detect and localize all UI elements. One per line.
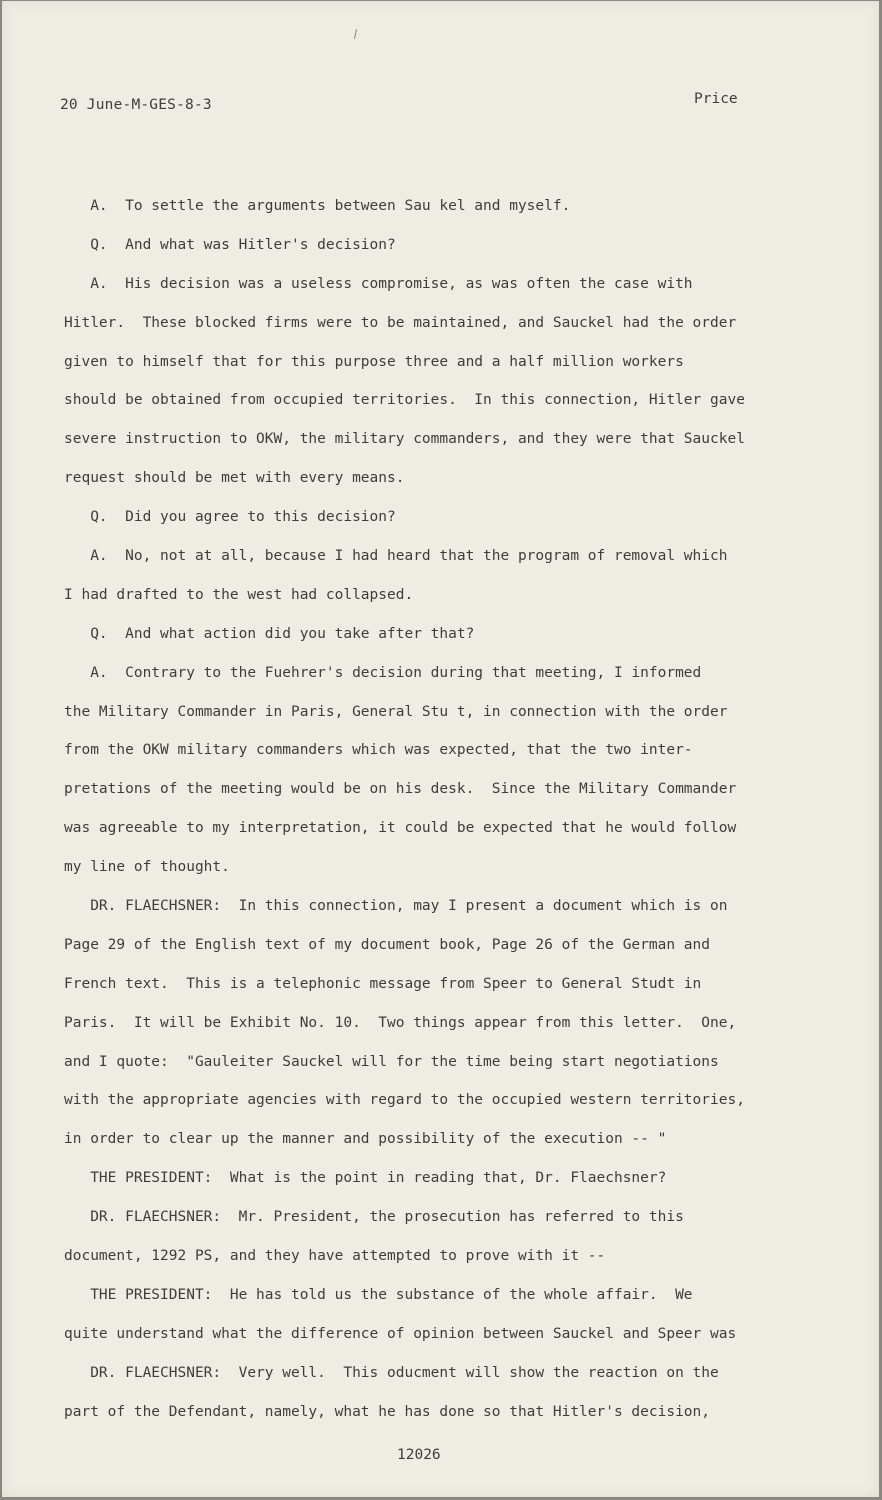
text-line: A. Contrary to the Fuehrer's decision during that meeting, I informed: [64, 664, 702, 681]
document-page: [2, 1, 879, 1497]
reporter-name: Price: [694, 91, 738, 107]
text-line: THE PRESIDENT: What is the point in reading that, Dr. Flaechsner?: [64, 1170, 667, 1187]
text-line: document, 1292 PS, and they have attempted to prove with it --: [64, 1248, 606, 1265]
text-line: was agreeable to my interpretation, it could be expected that he would follow: [64, 820, 737, 837]
text-line: pretations of the meeting would be on his desk. Since the Military Commander: [64, 781, 737, 798]
text-line: given to himself that for this purpose three and a half million workers: [64, 353, 684, 370]
transcript-reference: 20 June-M-GES-8-3: [60, 97, 212, 113]
text-line: quite understand what the difference of opinion between Sauckel and Speer was: [64, 1325, 737, 1342]
text-line: severe instruction to OKW, the military commanders, and they were that Sauckel: [64, 431, 745, 448]
text-line: the Military Commander in Paris, General Stu t, in connection with the order: [64, 703, 728, 720]
text-line: in order to clear up the manner and possibility of the execution -- ": [64, 1131, 667, 1148]
text-line: Q. And what was Hitler's decision?: [64, 236, 396, 253]
text-line: Hitler. These blocked firms were to be maintained, and Sauckel had the order: [64, 314, 737, 331]
transcript-body: [64, 187, 820, 1432]
page-number: 12026: [397, 1447, 441, 1463]
text-line: from the OKW military commanders which was expected, that the two inter-: [64, 742, 693, 759]
text-line: Q. And what action did you take after that?: [64, 625, 475, 642]
text-line: and I quote: "Gauleiter Sauckel will for the time being start negotiations: [64, 1053, 719, 1070]
text-line: DR. FLAECHSNER: Very well. This oducment will show the reaction on the: [64, 1364, 719, 1381]
text-line: DR. FLAECHSNER: Mr. President, the prosecution has referred to this: [64, 1209, 684, 1226]
text-line: DR. FLAECHSNER: In this connection, may I present a document which is on: [64, 898, 728, 915]
text-line: with the appropriate agencies with regard to the occupied western territories,: [64, 1092, 745, 1109]
text-line: request should be met with every means.: [64, 470, 405, 487]
text-line: should be obtained from occupied territories. In this connection, Hitler gave: [64, 392, 745, 409]
text-line: French text. This is a telephonic message from Speer to General Studt in: [64, 975, 702, 992]
text-line: Page 29 of the English text of my document book, Page 26 of the German and: [64, 936, 711, 953]
text-line: THE PRESIDENT: He has told us the substance of the whole affair. We: [64, 1286, 693, 1303]
ink-mark: [354, 29, 357, 39]
text-line: part of the Defendant, namely, what he has done so that Hitler's decision,: [64, 1403, 711, 1420]
text-line: A. No, not at all, because I had heard that the program of removal which: [64, 548, 728, 565]
text-line: A. His decision was a useless compromise, as was often the case with: [64, 275, 693, 292]
text-line: A. To settle the arguments between Sau kel and myself.: [64, 198, 571, 214]
text-line: I had drafted to the west had collapsed.: [64, 586, 414, 603]
text-line: Paris. It will be Exhibit No. 10. Two things appear from this letter. One,: [64, 1014, 737, 1031]
text-line: Q. Did you agree to this decision?: [64, 509, 396, 526]
text-line: my line of thought.: [64, 859, 230, 876]
